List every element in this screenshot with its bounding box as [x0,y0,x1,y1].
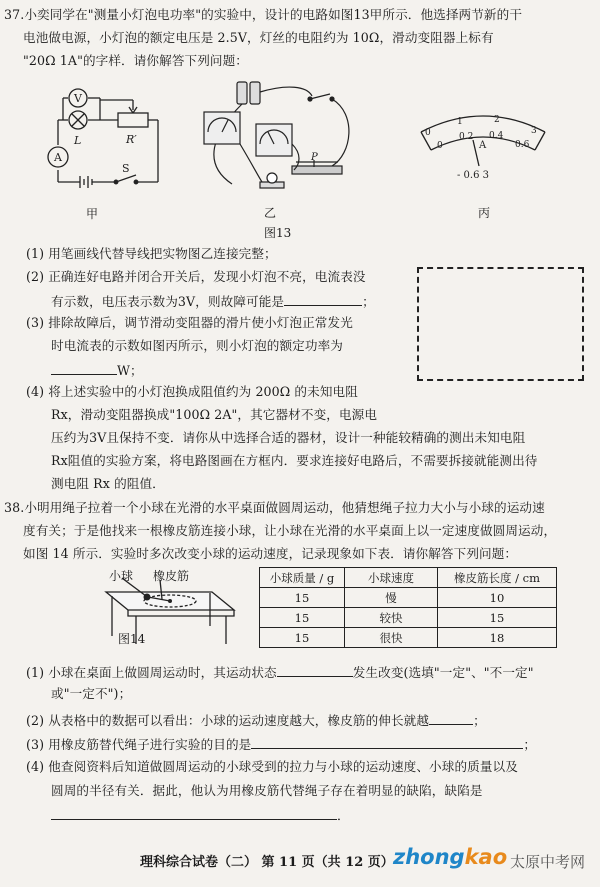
table-cell: 18 [438,628,557,648]
q37-sub2-text: 有示数，电压表示数为3V，则故障可能是 [51,294,285,309]
q37-sub4-line3: 压约为3V且保持不变．请你从中选择合适的器材，设计一种能较精确的测出未知电阻 [51,430,526,445]
dial-unit: A [479,140,487,151]
q38-line-2: 度有关；于是他找来一根橡皮筋连接小球，让小球在光滑的水平桌面上以一定速度做圆周运动， [23,523,557,538]
q38-sub4-answer-blank[interactable] [51,808,337,820]
fig13-bing-label: 丙 [478,206,491,220]
table-cell: 15 [260,628,345,648]
rheostat-label: R′ [126,133,137,146]
q38-sub3 [26,737,536,752]
q37-sub2-answer-blank[interactable] [284,294,362,306]
ammeter-label: A [54,151,62,164]
q37-sub4-line2: Rx，滑动变阻器换成"100Ω 2A"，其它器材不变，电源电 [51,407,378,422]
watermark-site-name: 太原中考网 [510,853,586,871]
q38-sub1-text: (1) 小球在桌面上做圆周运动时，其运动状态 [26,665,277,680]
q38-sub2-answer-blank[interactable] [429,713,473,725]
dial-tick-5: 0.2 [459,132,474,142]
table-header: 橡皮筋长度 / cm [438,568,557,588]
q38-sub4-end: ． [337,808,350,823]
dial-tick-2: 2 [494,115,500,125]
fig14-caption: 图14 [118,632,146,646]
q37-sub4-line4: Rx阻值的实验方案，将电路图画在方框内．要求连接好电路后，不需要拆接就能测出待 [51,453,538,468]
table-cell: 15 [260,588,345,608]
q37-sub3-answer-blank[interactable] [51,363,117,375]
switch-label: S [122,162,130,175]
q37-sub4-line5: 测电阻 Rx 的阻值． [51,476,165,491]
table-cell: 慢 [345,588,438,608]
fig13-jia-label: 甲 [86,207,99,221]
q37-sub1: (1) 用笔画线代替导线把实物图乙连接完整； [26,246,277,261]
speed-length-table [259,567,557,648]
q38-sub4-line2: 圆周的半径有关．据此，他认为用橡皮筋代替绳子存在着明显的缺陷，缺陷是 [51,783,483,798]
q37-sub3-unit: W； [117,363,143,378]
q38-sub3-answer-blank[interactable] [251,737,523,749]
q38-line-3: 如图 14 所示．实验时多次改变小球的运动速度，记录现象如下表．请你解答下列问题： [23,546,518,561]
fig13-caption: 图13 [264,226,292,240]
watermark-brand-mid: kao [464,845,508,869]
table-cell: 15 [260,608,345,628]
q37-line-3: "20Ω 1A"的字样．请你解答下列问题： [23,53,248,68]
circuit-drawing-box[interactable] [417,267,584,381]
table-cell: 较快 [345,608,438,628]
q37-sub2-line2 [51,294,375,309]
circuit-diagram-jia [40,80,170,195]
q38-sub3-text: (3) 用橡皮筋替代绳子进行实验的目的是 [26,737,252,752]
table-row [260,628,557,648]
table-header-row [260,568,557,588]
dial-tick-0: 0 [425,128,431,138]
table-row [260,588,557,608]
q38-sub2-end: ； [473,713,486,728]
table-cell: 15 [438,608,557,628]
dial-tick-6: 0.4 [489,131,504,141]
apparatus-diagram-yi [192,74,357,209]
fig14-ball-label: 小球 [109,569,134,583]
q37-line-2: 电池做电源，小灯泡的额定电压是 2.5V，灯丝的电阻约为 10Ω，滑动变阻器上标有 [23,30,494,45]
dial-tick-4: 0 [437,141,443,151]
voltmeter-label: V [74,92,82,105]
watermark-logo [393,845,507,869]
q37-sub3-line2: 时电流表的示数如图丙所示，则小灯泡的额定功率为 [51,338,343,353]
q37-sub3-line3 [51,363,143,378]
fig13-yi-label: 乙 [264,206,277,220]
q38-sub4-line3 [51,808,350,823]
dial-tick-3: 3 [531,126,537,136]
table-cell: 10 [438,588,557,608]
ammeter-dial-bing [413,104,553,184]
q37-line-1: 37.小奕同学在"测量小灯泡电功率"的实验中，设计的电路如图13甲所示．他选择两节新的干 [4,7,523,22]
page-footer: 理科综合试卷（二） 第 11 页（共 12 页） [140,855,394,870]
q38-line-1: 38.小明用绳子拉着一个小球在光滑的水平桌面做圆周运动，他猜想绳子拉力大小与小球的运动速 [4,500,545,515]
q38-sub4-line1: (4) 他查阅资料后知道做圆周运动的小球受到的拉力与小球的运动速度、小球的质量以及 [26,759,518,774]
table-row [260,608,557,628]
q37-sub4-line1: (4) 将上述实验中的小灯泡换成阻值约为 200Ω 的未知电阻 [26,384,358,399]
dial-tick-7: 0.6 [515,140,530,150]
table-cell: 很快 [345,628,438,648]
q38-sub1-line2: 或"一定不")； [51,686,132,701]
q38-sub3-end: ； [523,737,537,752]
table-header: 小球质量 / g [260,568,345,588]
dial-terminals: - 0.6 3 [457,170,490,181]
table-header: 小球速度 [345,568,438,588]
q38-sub2 [26,713,486,728]
q38-sub1-hint: 发生改变(选填"一定"、"不一定" [352,665,534,680]
q38-sub1-answer-blank[interactable] [277,665,353,677]
watermark-brand-left: zhong [393,845,465,869]
q37-sub2-end: ； [362,294,375,309]
fig14-band-label: 橡皮筋 [153,569,190,583]
q37-sub2-line1: (2) 正确连好电路并闭合开关后，发现小灯泡不亮，电流表没 [26,269,366,284]
q37-sub3-line1: (3) 排除故障后，调节滑动变阻器的滑片使小灯泡正常发光 [26,315,353,330]
dial-tick-1: 1 [457,117,463,127]
lamp-label: L [74,134,82,147]
q38-sub2-text: (2) 从表格中的数据可以看出：小球的运动速度越大，橡皮筋的伸长就越 [26,713,430,728]
slider-p-label: P [311,152,318,163]
q38-sub1-line1 [26,665,534,680]
